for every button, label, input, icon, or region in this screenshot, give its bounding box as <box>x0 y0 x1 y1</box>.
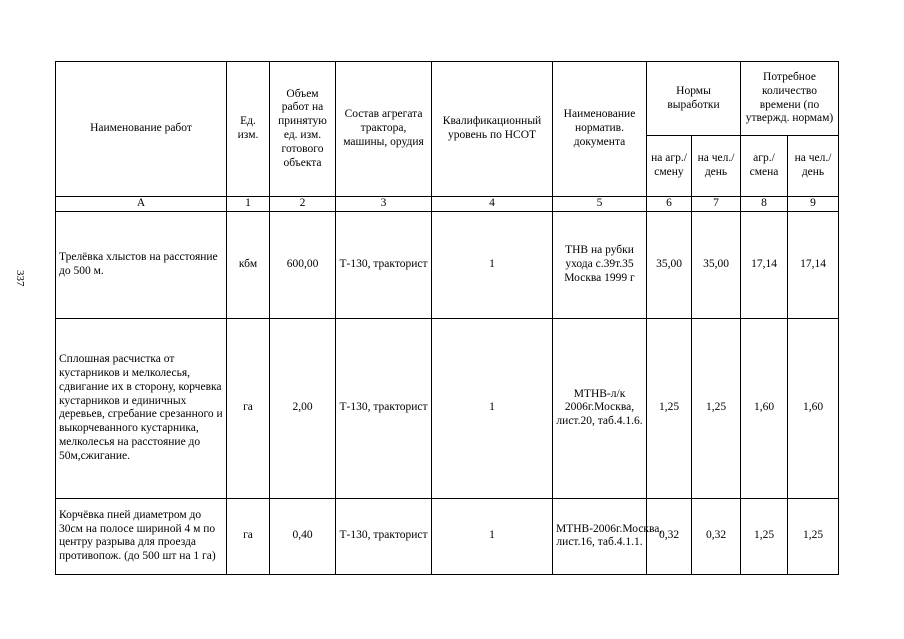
header-row-top <box>56 62 839 136</box>
unit-cell: га <box>227 498 270 574</box>
column-index: А <box>56 197 227 212</box>
time-agr-cell: 17,14 <box>741 211 788 318</box>
qualification-cell: 1 <box>432 498 553 574</box>
header-time: Потребное количество времени (по утвержд. нормам) <box>741 62 839 136</box>
norm-chel-cell: 35,00 <box>692 211 741 318</box>
norm-agr-cell: 0,32 <box>647 498 692 574</box>
document-cell: ТНВ на рубки ухода с.39т.35 Москва 1999 г <box>553 211 647 318</box>
header-norms-chel: на чел./ день <box>692 136 741 197</box>
qualification-cell: 1 <box>432 211 553 318</box>
qualification-cell: 1 <box>432 318 553 498</box>
unit-cell: га <box>227 318 270 498</box>
header-qualification: Квалификационный уровень по НСОТ <box>432 62 553 197</box>
time-agr-cell: 1,60 <box>741 318 788 498</box>
header-time-agr: агр./ смена <box>741 136 788 197</box>
volume-cell: 2,00 <box>270 318 336 498</box>
work-name-cell: Корчёвка пней диаметром до 30см на полосе шириной 4 м по центру разрыва для проезда противопож. (до 500 шт на 1 га) <box>56 498 227 574</box>
column-index-row <box>56 197 839 212</box>
norm-chel-cell: 1,25 <box>692 318 741 498</box>
column-index: 4 <box>432 197 553 212</box>
work-name-cell: Трелёвка хлыстов на расстояние до 500 м. <box>56 211 227 318</box>
column-index: 8 <box>741 197 788 212</box>
column-index: 5 <box>553 197 647 212</box>
time-chel-cell: 17,14 <box>788 211 839 318</box>
norm-chel-cell: 0,32 <box>692 498 741 574</box>
column-index: 9 <box>788 197 839 212</box>
document-cell: МТНВ-л/к 2006г.Москва, лист.20, таб.4.1.6. <box>553 318 647 498</box>
column-index: 2 <box>270 197 336 212</box>
table-row <box>56 498 839 574</box>
header-norms-agr: на агр./ смену <box>647 136 692 197</box>
header-unit: Ед. изм. <box>227 62 270 197</box>
header-volume: Объем работ на принятую ед. изм. готового объекта <box>270 62 336 197</box>
header-norms: Нормы выработки <box>647 62 741 136</box>
norm-agr-cell: 1,25 <box>647 318 692 498</box>
page-number: 337 <box>14 270 26 287</box>
time-chel-cell: 1,60 <box>788 318 839 498</box>
unit-cell: кбм <box>227 211 270 318</box>
header-name: Наименование работ <box>56 62 227 197</box>
header-document: Наименование норматив. документа <box>553 62 647 197</box>
column-index: 7 <box>692 197 741 212</box>
header-time-chel: на чел./ день <box>788 136 839 197</box>
work-name-cell: Сплошная расчистка от кустарников и мелколесья, сдвигание их в сторону, корчевка кустарников и единичных деревьев, сгребание срезанного и выкорчеванного кустарника, мелколесья на расстояние до 50м,сжигание. <box>56 318 227 498</box>
composition-cell: Т-130, тракторист <box>336 498 432 574</box>
table-row <box>56 318 839 498</box>
volume-cell: 0,40 <box>270 498 336 574</box>
table-row <box>56 211 839 318</box>
composition-cell: Т-130, тракторист <box>336 318 432 498</box>
composition-cell: Т-130, тракторист <box>336 211 432 318</box>
header-composition: Состав агрегата трактора, машины, орудия <box>336 62 432 197</box>
column-index: 3 <box>336 197 432 212</box>
column-index: 1 <box>227 197 270 212</box>
volume-cell: 600,00 <box>270 211 336 318</box>
norm-agr-cell: 35,00 <box>647 211 692 318</box>
norms-table <box>55 61 839 575</box>
column-index: 6 <box>647 197 692 212</box>
time-chel-cell: 1,25 <box>788 498 839 574</box>
document-cell: МТНВ-2006г.Москва, лист.16, таб.4.1.1. <box>553 498 647 574</box>
time-agr-cell: 1,25 <box>741 498 788 574</box>
